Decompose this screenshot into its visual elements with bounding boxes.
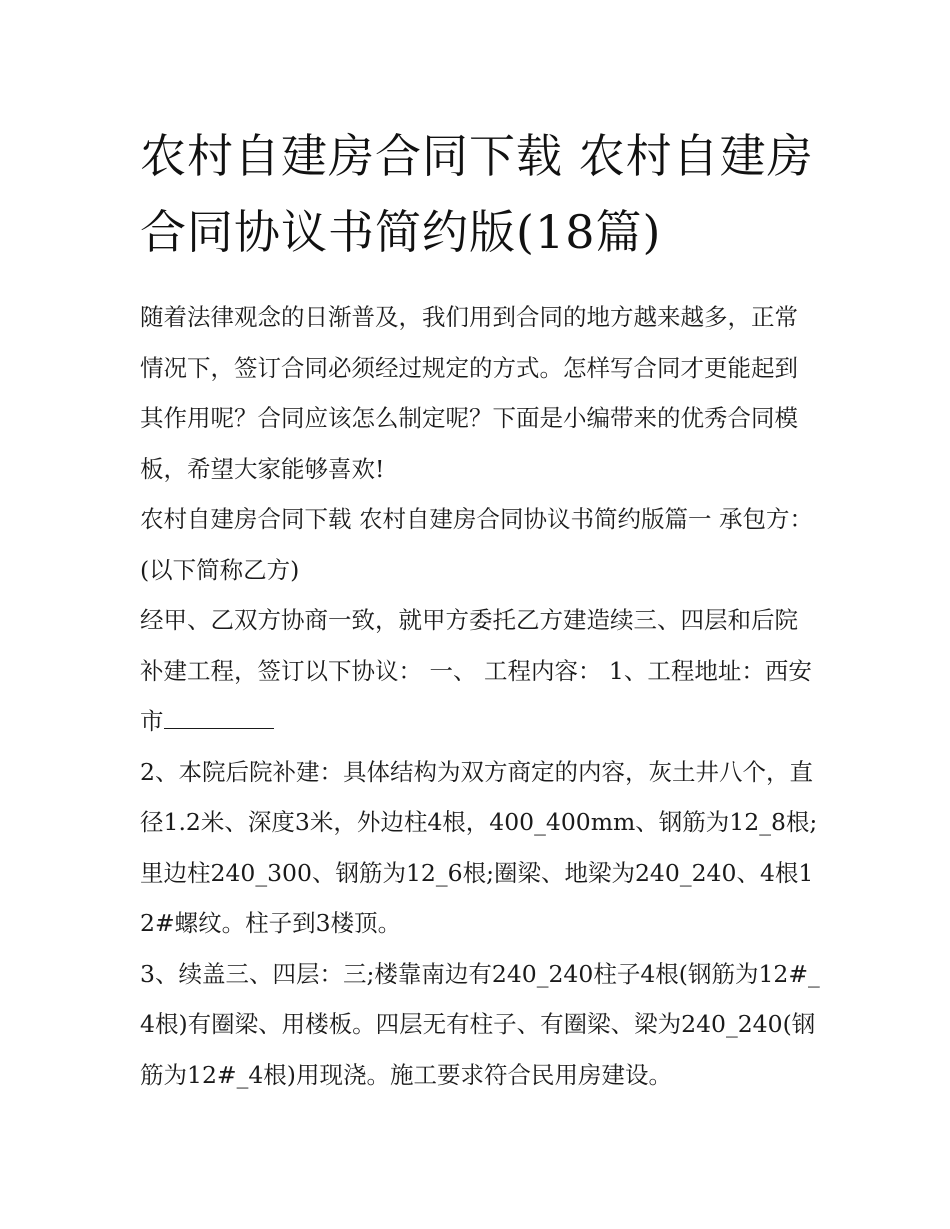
document-title: 农村自建房合同下载 农村自建房合同协议书简约版(18篇)	[140, 129, 814, 259]
address-blank-line	[164, 706, 274, 729]
section-heading: 农村自建房合同下载 农村自建房合同协议书简约版篇一 承包方：(以下简称乙方)	[140, 505, 813, 584]
intro-paragraph: 随着法律观念的日渐普及，我们用到合同的地方越来越多，正常情况下，签订合同必须经过规定的方式。怎样写合同才更能起到其作用呢？合同应该怎么制定呢？下面是小编带来的优秀合同模板，希望大家能够喜欢!	[140, 303, 798, 483]
item-2-paragraph: 2、本院后院补建：具体结构为双方商定的内容，灰土井八个，直径1.2米、深度3米，外边柱4根，400_400mm、钢筋为12_8根;里边柱240_300、钢筋为12_6根;圈梁、地梁为240_240、4根12#螺纹。柱子到3楼顶。	[140, 757, 818, 937]
document-page	[140, 118, 820, 1100]
agreement-paragraph	[140, 595, 820, 747]
agreement-text: 经甲、乙双方协商一致，就甲方委托乙方建造续三、四层和后院补建工程，签订以下协议： 一、 工程内容： 1、工程地址：西安市	[140, 606, 812, 735]
item-3-paragraph: 3、续盖三、四层：三;楼靠南边有240_240柱子4根(钢筋为12#_4根)有圈梁、用楼板。四层无有柱子、有圈梁、梁为240_240(钢筋为12#_4根)用现浇。施工要求符合民用房建设。	[140, 959, 820, 1089]
